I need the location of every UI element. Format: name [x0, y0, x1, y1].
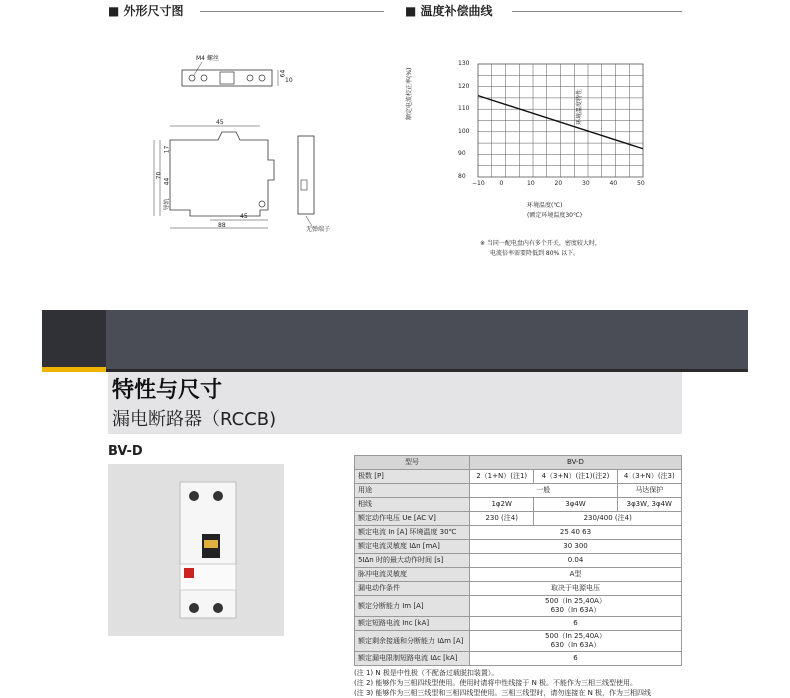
table-cell: 230/400 (注4) — [534, 512, 682, 526]
x-tick-label: 30 — [582, 180, 590, 187]
dims-section-title: ■ 外形尺寸图 — [108, 4, 184, 18]
table-row — [355, 596, 682, 617]
page-subtitle: 漏电断路器（RCCB) — [112, 409, 277, 430]
table-row — [355, 484, 682, 498]
x-tick-label: 40 — [609, 180, 618, 187]
table-row — [355, 526, 682, 540]
curve-ylabel: 额定电流校正率(%) — [406, 67, 413, 120]
table-header-row — [355, 456, 682, 470]
table-cell: 230 (注4) — [470, 512, 534, 526]
table-row — [355, 631, 682, 652]
table-cell: 马达保护 — [617, 484, 681, 498]
table-cell: 6 — [470, 617, 682, 631]
dims-title-line — [200, 11, 384, 12]
x-tick-label: −10 — [472, 180, 485, 187]
header-cell-bvd: BV-D — [470, 456, 682, 470]
table-notes — [354, 668, 694, 698]
spec-table — [354, 455, 682, 666]
row-label: 5IΔn 时的最大动作时间 [s] — [355, 554, 470, 568]
row-label: 额定短路电流 Inc [kA] — [355, 617, 470, 631]
row-label: 脉冲电流灵敏度 — [355, 568, 470, 582]
row-label: 漏电动作条件 — [355, 582, 470, 596]
table-cell: 2（1+N）(注1) — [470, 470, 534, 484]
page-title: 特性与尺寸 — [112, 378, 223, 403]
row-label: 相线 — [355, 498, 470, 512]
dimension-drawing — [150, 40, 350, 240]
dim-bottom-width: 45 — [240, 213, 248, 220]
table-cell: A型 — [470, 568, 682, 582]
curve-xlabel: 环境温度(℃) — [527, 202, 563, 209]
dim-height-17: 17 — [163, 145, 171, 154]
table-cell: 3φ4W — [534, 498, 617, 512]
dim-height-70: 70 — [155, 171, 163, 180]
table-cell — [470, 631, 682, 652]
x-tick-label: 10 — [527, 180, 535, 187]
table-row — [355, 554, 682, 568]
cell-line: 630（In 63A） — [550, 606, 601, 614]
table-cell: 一般 — [470, 484, 618, 498]
model-label: BV-D — [108, 444, 143, 459]
cell-line: 630（In 63A） — [550, 641, 601, 649]
y-tick-label: 110 — [458, 105, 470, 113]
table-cell: 4（3+N）(注3) — [617, 470, 681, 484]
x-tick-label: 20 — [554, 180, 563, 187]
y-tick-label: 120 — [458, 82, 470, 90]
curve-note-line1: ※ 当同一配电盘内有多个开关，密度较大时， — [480, 240, 601, 247]
dim-total-width: 88 — [218, 222, 226, 229]
table-row — [355, 568, 682, 582]
banner-accent — [42, 367, 106, 372]
row-label: 额定漏电限制短路电流 IΔc [kA] — [355, 652, 470, 666]
table-cell: 6 — [470, 652, 682, 666]
screw-label: M4 螺丝 — [196, 55, 219, 62]
dim-side-10: 10 — [285, 77, 293, 84]
row-label: 额定剩余接通和分断能力 IΔm [A] — [355, 631, 470, 652]
y-tick-label: 90 — [458, 150, 466, 158]
note-3: (注 3) 能够作为三相三线型和三相四线型使用。三相三线型时，请勿连接在 N 极，作为三相四线 — [354, 689, 652, 697]
row-label: 额定动作电压 Ue [AC V] — [355, 512, 470, 526]
dim-side-64: 64 — [279, 69, 287, 78]
x-tick-label: 0 — [499, 180, 504, 187]
table-cell: 0.04 — [470, 554, 682, 568]
no-screw-terminal-label: 无弹端子 — [306, 226, 331, 233]
y-tick-label: 100 — [458, 127, 470, 135]
note-2: (注 2) 能够作为三相四线型使用。使用时请将中性线接于 N 极。不能作为三相三线型使用。 — [354, 679, 638, 687]
table-cell: 25 40 63 — [470, 526, 682, 540]
table-row — [355, 512, 682, 526]
y-tick-label: 130 — [458, 60, 470, 67]
row-label: 额定分断能力 Im [A] — [355, 596, 470, 617]
row-label: 额定电流 In [A] 环境温度 30℃ — [355, 526, 470, 540]
cell-line: 500（In 25,40A） — [545, 597, 606, 605]
y-tick-label: 80 — [458, 173, 466, 180]
table-cell: 1φ2W — [470, 498, 534, 512]
row-label: 用途 — [355, 484, 470, 498]
x-tick-label: 50 — [637, 180, 645, 187]
row-label: 极数 [P] — [355, 470, 470, 484]
dim-top-width: 45 — [216, 119, 224, 126]
table-cell: 取决于电源电压 — [470, 582, 682, 596]
curve-series-label: 环境温度特性 — [576, 88, 583, 125]
curve-section-title: ■ 温度补偿曲线 — [405, 4, 493, 18]
curve-title-line — [512, 11, 682, 12]
row-label: 额定电流灵敏度 IΔn [mA] — [355, 540, 470, 554]
table-cell — [470, 596, 682, 617]
section-banner — [42, 310, 748, 372]
table-row — [355, 498, 682, 512]
table-cell: 4（3+N）(注1)(注2) — [534, 470, 617, 484]
product-photo — [108, 464, 284, 636]
rail-label: 导轨 — [163, 198, 171, 211]
curve-xlabel-note: (额定环境温度30℃) — [527, 212, 583, 219]
table-row — [355, 582, 682, 596]
note-1: (注 1) N 极是中性极（不配备过载脱扣装置）。 — [354, 669, 499, 677]
table-row — [355, 617, 682, 631]
table-row — [355, 652, 682, 666]
table-cell: 3φ3W, 3φ4W — [617, 498, 681, 512]
header-cell-model: 型号 — [355, 456, 470, 470]
dim-height-44: 44 — [163, 177, 171, 186]
table-cell: 30 300 — [470, 540, 682, 554]
banner-dark-block — [42, 310, 106, 372]
cell-line: 500（In 25,40A） — [545, 632, 606, 640]
table-row — [355, 540, 682, 554]
table-row — [355, 470, 682, 484]
curve-note-line2: 电流倍率需要降低到 80% 以下。 — [490, 250, 580, 257]
